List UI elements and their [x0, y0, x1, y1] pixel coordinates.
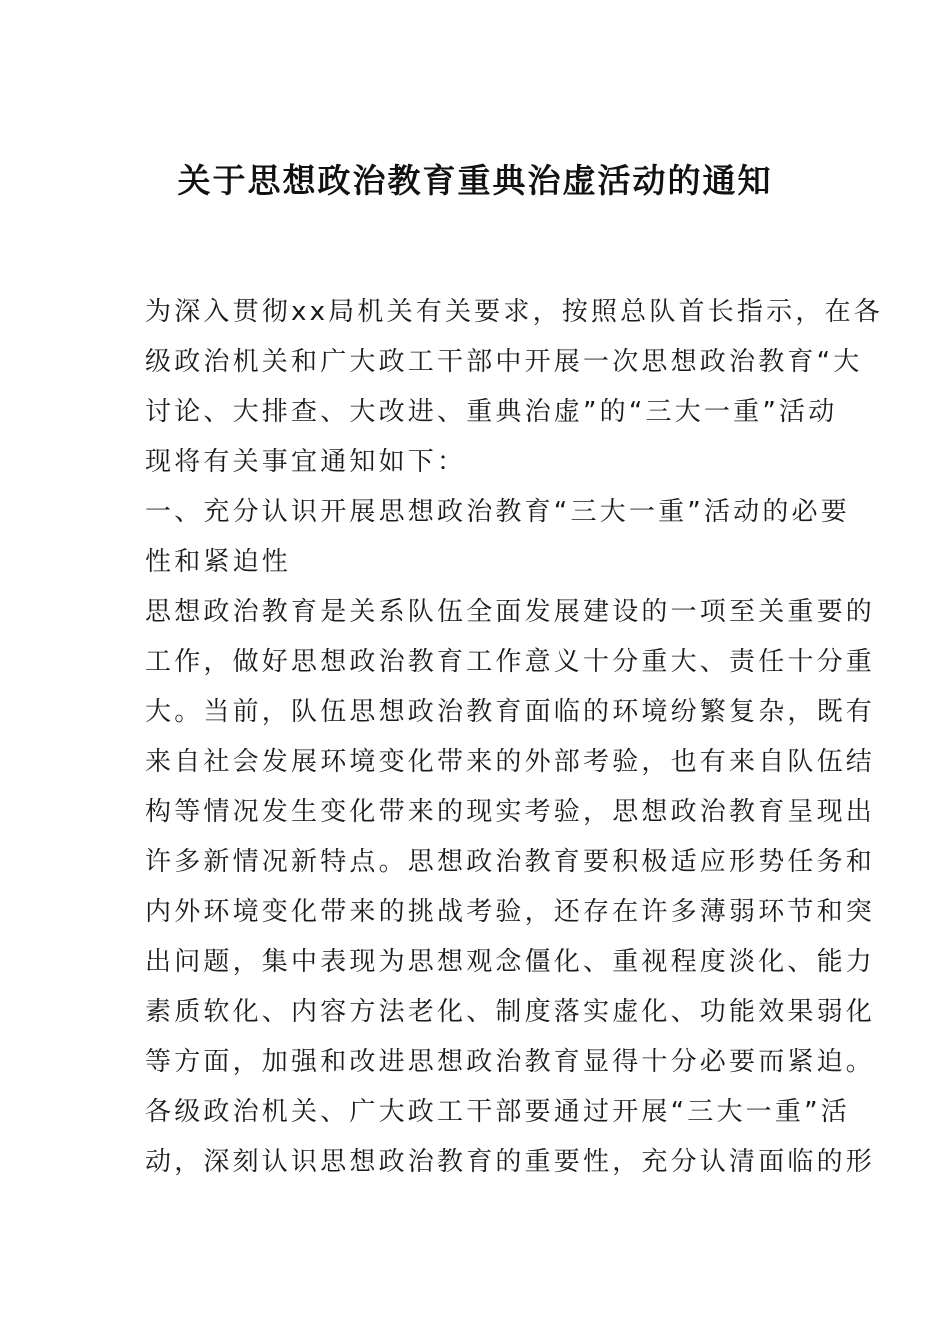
body-line: 为深入贯彻xx局机关有关要求，按照总队首长指示，在各	[145, 297, 883, 327]
body-line: 现将有关事宜通知如下：	[145, 447, 467, 477]
body-line: 构等情况发生变化带来的现实考验，思想政治教育呈现出	[145, 797, 876, 827]
body-line: 级政治机关和广大政工干部中开展一次思想政治教育“大	[145, 347, 863, 377]
body-line: 讨论、大排查、大改进、重典治虚”的“三大一重”活动	[145, 397, 838, 427]
body-line: 思想政治教育是关系队伍全面发展建设的一项至关重要的	[145, 597, 876, 627]
section-heading-line: 性和紧迫性	[145, 547, 292, 577]
document-body	[145, 287, 883, 1187]
body-line: 动，深刻认识思想政治教育的重要性，充分认清面临的形	[145, 1147, 876, 1177]
body-line: 许多新情况新特点。思想政治教育要积极适应形势任务和	[145, 847, 876, 877]
body-line: 工作，做好思想政治教育工作意义十分重大、责任十分重	[145, 647, 876, 677]
document-title: 关于思想政治教育重典治虚活动的通知	[177, 161, 773, 200]
body-line: 素质软化、内容方法老化、制度落实虚化、功能效果弱化	[145, 997, 876, 1027]
body-line: 内外环境变化带来的挑战考验，还存在许多薄弱环节和突	[145, 897, 876, 927]
body-line: 等方面，加强和改进思想政治教育显得十分必要而紧迫。	[145, 1047, 876, 1077]
body-line: 大。当前，队伍思想政治教育面临的环境纷繁复杂，既有	[145, 697, 876, 727]
body-line: 各级政治机关、广大政工干部要通过开展“三大一重”活	[145, 1097, 850, 1127]
section-heading-line: 一、充分认识开展思想政治教育“三大一重”活动的必要	[145, 497, 850, 527]
body-line: 来自社会发展环境变化带来的外部考验，也有来自队伍结	[145, 747, 876, 777]
body-line: 出问题，集中表现为思想观念僵化、重视程度淡化、能力	[145, 947, 876, 977]
